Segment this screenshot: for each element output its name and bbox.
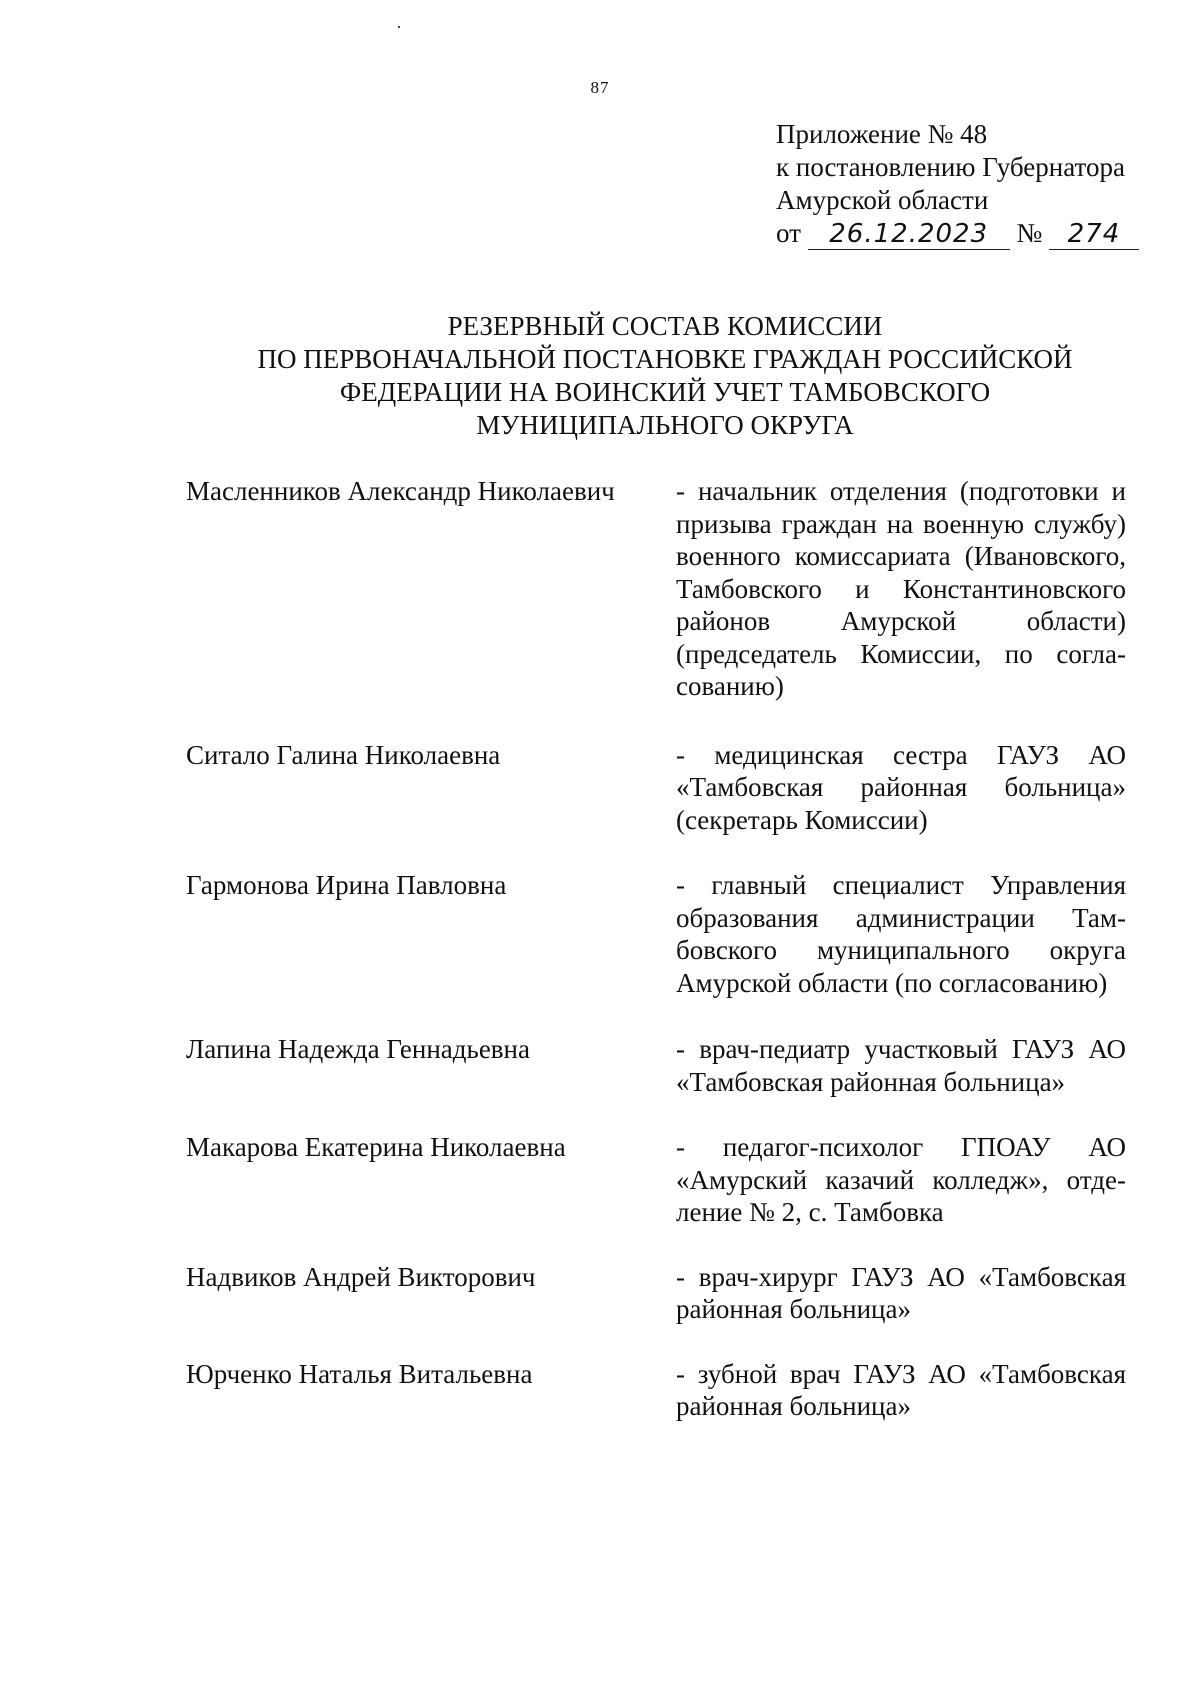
page-number: 87 <box>590 78 610 97</box>
handwritten-number: 274 <box>1049 219 1139 250</box>
member-name: Макарова Екатерина Николаевна <box>186 1132 566 1162</box>
scan-speck <box>398 26 400 28</box>
appendix-number: Приложение № 48 <box>776 119 988 149</box>
date-prefix: от <box>776 218 801 248</box>
member-role: - медицинская сестра ГАУЗ АО «Тамбовская районная больница» (секретарь Комиссии) <box>676 739 1126 835</box>
member-role: - педагог-психолог ГПОАУ АО «Амурский казачий колледж», отделение № 2, с. Тамбовка <box>676 1132 1126 1227</box>
member-row <box>186 1033 1126 1098</box>
member-row <box>186 1261 1126 1326</box>
appendix-reference: к постановлению Губернатора <box>776 152 1125 182</box>
member-row <box>186 739 1126 837</box>
title-line: РЕЗЕРВНЫЙ СОСТАВ КОМИССИИ <box>447 311 883 341</box>
appendix-region: Амурской области <box>776 185 989 215</box>
appendix-header <box>776 118 1139 250</box>
member-name: Надвиков Андрей Викторович <box>186 1261 536 1292</box>
title-line: ПО ПЕРВОНАЧАЛЬНОЙ ПОСТАНОВКЕ ГРАЖДАН РОССИЙСКОЙ <box>257 344 1073 374</box>
member-name: Юрченко Наталья Витальевна <box>186 1358 533 1389</box>
member-row <box>186 475 1126 703</box>
member-role: - начальник отделения (подготовки и призыва граждан на военную службу) военного комиссариата (Ивановского, Тамбовского и Константиновского районов Амурской области) (председатель Комиссии, по согласованию) <box>676 476 1126 701</box>
title-line: ФЕДЕРАЦИИ НА ВОИНСКИЙ УЧЕТ ТАМБОВСКОГО <box>339 377 991 407</box>
document-title <box>0 310 1200 442</box>
member-role: - врач-хирург ГАУЗ АО «Тамбовская районная больница» <box>676 1261 1126 1324</box>
member-role: - зубной врач ГАУЗ АО «Тамбовская районная больница» <box>676 1358 1126 1421</box>
member-row <box>186 1358 1126 1423</box>
members-list <box>186 475 1126 1423</box>
title-line: МУНИЦИПАЛЬНОГО ОКРУГА <box>476 410 854 440</box>
appendix-date-number-line <box>776 217 1139 250</box>
member-name: Ситало Галина Николаевна <box>186 739 501 770</box>
member-row <box>186 1131 1126 1229</box>
member-name: Гармонова Ирина Павловна <box>186 870 507 900</box>
member-role: - врач-педиатр участковый ГАУЗ АО «Тамбовская районная больница» <box>676 1034 1126 1097</box>
number-prefix: № <box>1016 218 1043 248</box>
member-name: Лапина Надежда Геннадьевна <box>186 1034 530 1064</box>
member-role: - главный специалист Управления образования администрации Тамбовского муниципального округа Амурской области (по согласованию) <box>676 870 1126 998</box>
handwritten-date: 26.12.2023 <box>808 219 1010 250</box>
member-row <box>186 869 1126 999</box>
member-name: Масленников Александр Николаевич <box>186 476 615 506</box>
